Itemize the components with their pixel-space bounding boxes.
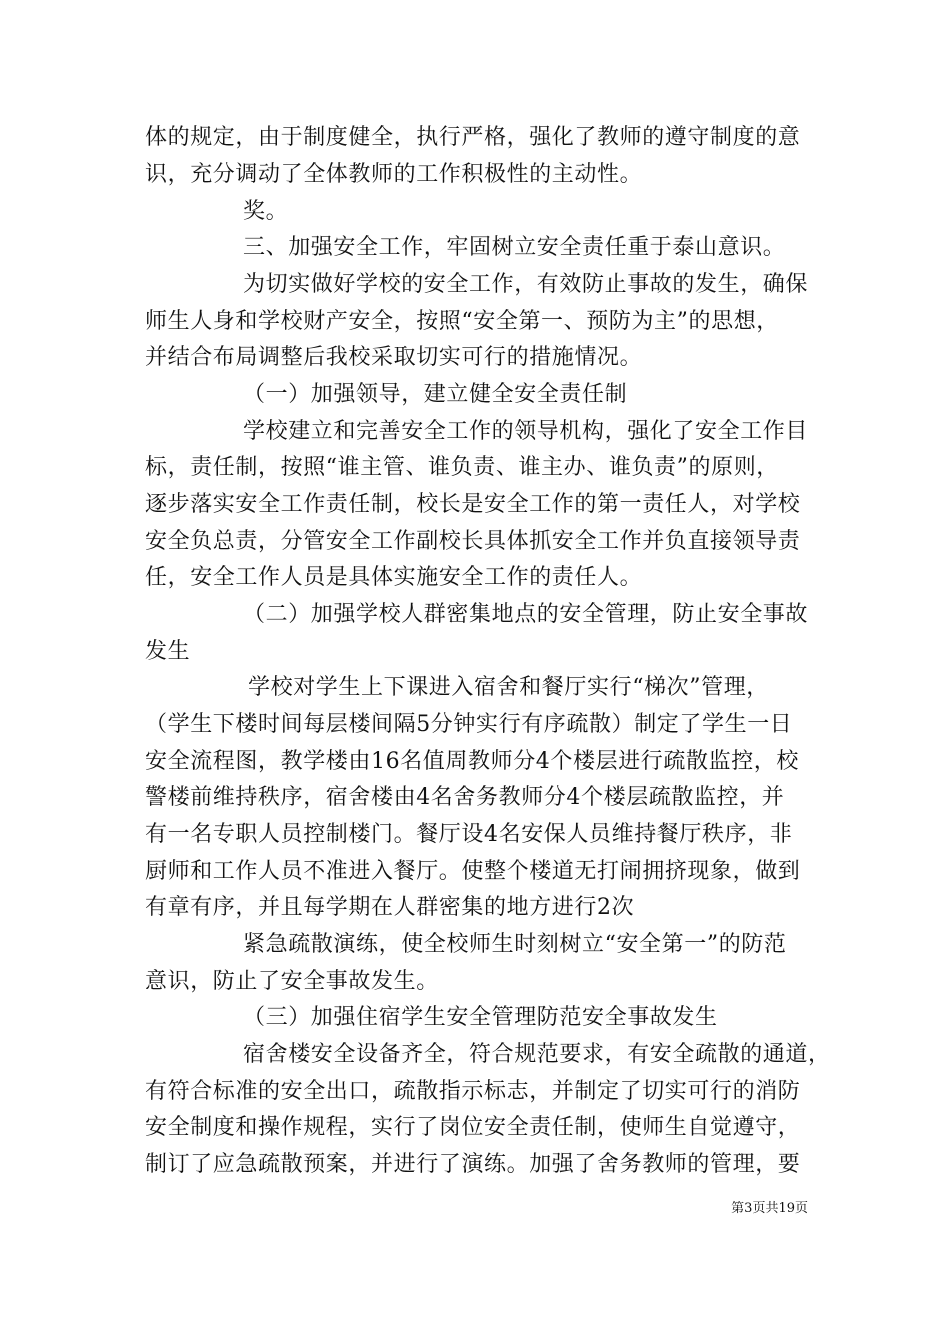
page-number-footer: 第3页共19页 bbox=[731, 1201, 808, 1216]
text-line: 师生人身和学校财产安全，按照“安全第一、预防为主”的思想， bbox=[145, 309, 779, 334]
subsection-heading: （三）加强住宿学生安全管理防范安全事故发生 bbox=[243, 1005, 718, 1030]
subsection-heading: 发生 bbox=[145, 639, 191, 664]
text-line: 并结合布局调整后我校采取切实可行的措施情况。 bbox=[145, 345, 643, 370]
text-line: 意识，防止了安全事故发生。 bbox=[145, 969, 439, 994]
text-line: 有章有序，并且每学期在人群密集的地方进行2次 bbox=[145, 895, 635, 920]
text-line: 制订了应急疏散预案，并进行了演练。加强了舍务教师的管理，要 bbox=[145, 1152, 801, 1177]
text-line: 安全流程图，教学楼由16名值周教师分4个楼层进行疏散监控，校 bbox=[145, 749, 799, 774]
text-line: 警楼前维持秩序，宿舍楼由4名舍务教师分4个楼层疏散监控，并 bbox=[145, 785, 785, 810]
subsection-heading: （二）加强学校人群密集地点的安全管理，防止安全事故 bbox=[243, 602, 809, 627]
text-line: 识，充分调动了全体教师的工作积极性的主动性。 bbox=[145, 162, 643, 187]
subsection-heading: （一）加强领导，建立健全安全责任制 bbox=[243, 382, 628, 407]
text-line: 学校对学生上下课进入宿舍和餐厅实行“梯次”管理， bbox=[248, 675, 769, 700]
text-line: 逐步落实安全工作责任制，校长是安全工作的第一责任人，对学校 bbox=[145, 492, 801, 517]
text-line: 有一名专职人员控制楼门。餐厅设4名安保人员维持餐厅秩序，非 bbox=[145, 822, 793, 847]
text-line: 厨师和工作人员不准进入餐厅。使整个楼道无打闹拥挤现象，做到 bbox=[145, 859, 801, 884]
text-line: 标，责任制，按照“谁主管、谁负责、谁主办、谁负责”的原则， bbox=[145, 455, 779, 480]
text-line: （学生下楼时间每层楼间隔5分钟实行有序疏散）制定了学生一日 bbox=[145, 712, 793, 737]
text-line: 为切实做好学校的安全工作，有效防止事故的发生，确保 bbox=[243, 272, 809, 297]
text-line: 宿舍楼安全设备齐全，符合规范要求，有安全疏散的通道， bbox=[243, 1042, 831, 1067]
text-line: 紧急疏散演练，使全校师生时刻树立“安全第一”的防范 bbox=[243, 932, 787, 957]
text-line: 安全负总责，分管安全工作副校长具体抓安全工作并负直接领导责 bbox=[145, 529, 801, 554]
text-line: 安全制度和操作规程，实行了岗位安全责任制，使师生自觉遵守， bbox=[145, 1115, 801, 1140]
text-line: 体的规定，由于制度健全，执行严格，强化了教师的遵守制度的意 bbox=[145, 125, 801, 150]
text-line: 任，安全工作人员是具体实施安全工作的责任人。 bbox=[145, 565, 643, 590]
section-heading: 三、加强安全工作，牢固树立安全责任重于泰山意识。 bbox=[243, 235, 786, 260]
text-line: 奖。 bbox=[243, 199, 289, 224]
text-line: 有符合标准的安全出口，疏散指示标志，并制定了切实可行的消防 bbox=[145, 1079, 801, 1104]
text-line: 学校建立和完善安全工作的领导机构，强化了安全工作目 bbox=[243, 419, 809, 444]
